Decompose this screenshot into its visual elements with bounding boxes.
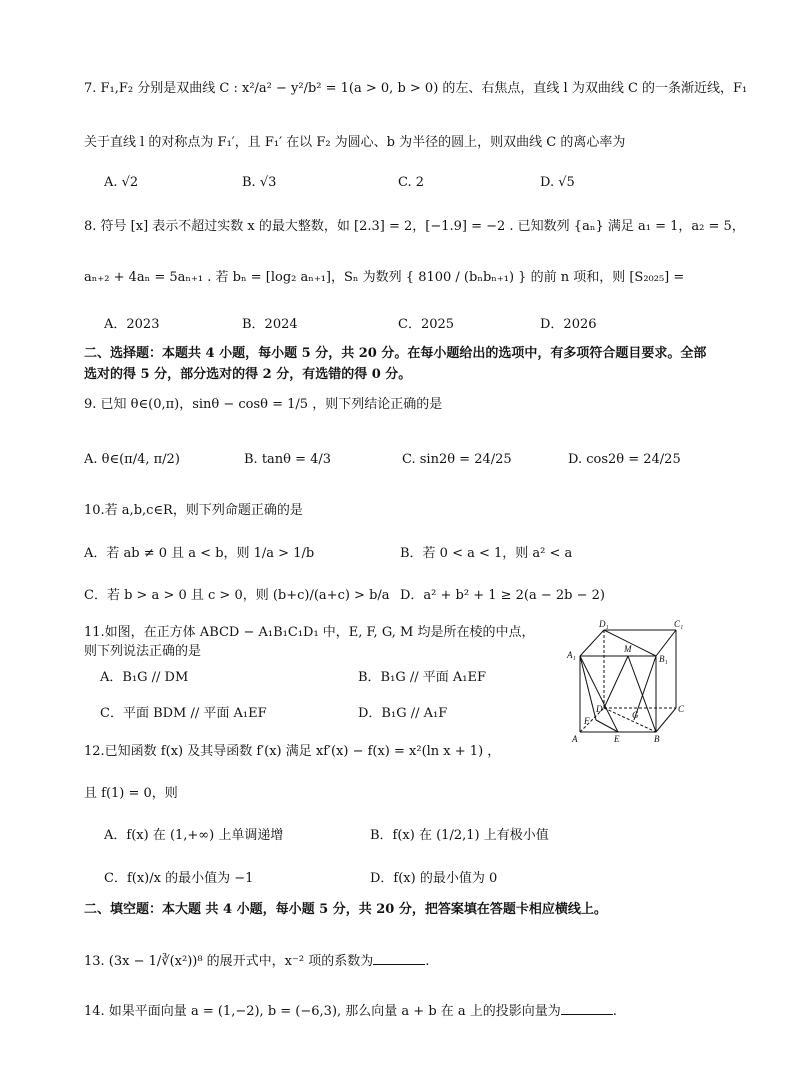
q11-option-c: C．平面 BDM // 平面 A₁EF (100, 706, 267, 721)
cube-label-a1: A₁ (567, 650, 576, 660)
q10-option-a: A．若 ab ≠ 0 且 a < b，则 1/a > 1/b (84, 546, 315, 561)
q14-text: 14. 如果平面向量 a = (1,−2), b = (−6,3), 那么向量 a + b 在 a 上的投影向量为 (84, 1004, 561, 1019)
q13-line: 13. (3x − 1/∛(x²))⁸ 的展开式中，x⁻² 项的系数为 . (84, 954, 430, 969)
q11-option-d: D．B₁G // A₁F (358, 706, 448, 721)
cube-figure (566, 618, 698, 748)
cube-label-c1: C₁ (674, 619, 684, 629)
q12-line2: 且 f(1) = 0，则 (84, 786, 178, 801)
q8-line2: aₙ₊₂ + 4aₙ = 5aₙ₊₁ . 若 bₙ = [log₂ aₙ₊₁]，Sₙ 为数列 { 8100 / (bₙbₙ₊₁) } 的前 n 项和，则 [S₂₀₂₅] = (84, 270, 685, 285)
q8-line1: 8. 符号 [x] 表示不超过实数 x 的最大整数，如 [2.3] = 2，[−1.9] = −2 . 已知数列 {aₙ} 满足 a₁ = 1，a₂ = 5， (84, 219, 745, 234)
q11-line1: 11.如图，在正方体 ABCD − A₁B₁C₁D₁ 中，E, F, G, M 均是所在棱的中点， (84, 625, 535, 640)
q14-line: 14. 如果平面向量 a = (1,−2), b = (−6,3), 那么向量 a + b 在 a 上的投影向量为 . (84, 1004, 617, 1019)
section3-heading: 二、填空题：本大题 共 4 小题，每小题 5 分，共 20 分，把答案填在答题卡相应横线上。 (84, 902, 607, 917)
q8-option-a: A．2023 (104, 317, 160, 332)
q7-line2: 关于直线 l 的对称点为 F₁′，且 F₁′ 在以 F₂ 为圆心、b 为半径的圆上，则双曲线 C 的离心率为 (84, 135, 626, 150)
q10-option-b: B．若 0 < a < 1，则 a² < a (400, 546, 573, 561)
cube-label-c: C (678, 704, 685, 714)
q11-option-b: B．B₁G // 平面 A₁EF (358, 670, 486, 685)
q7-option-a: A. √2 (104, 175, 139, 190)
section2-heading-line2: 选对的得 5 分，部分选对的得 2 分，有选错的得 0 分。 (84, 367, 412, 382)
q9-option-a: A. θ∈(π/4, π/2) (84, 452, 180, 467)
q9-option-d: D. cos2θ = 24/25 (568, 452, 681, 467)
cube-label-a: A (572, 734, 578, 744)
q12-option-a: A．f(x) 在 (1,+∞) 上单调递增 (104, 828, 284, 843)
q12-option-b: B．f(x) 在 (1/2,1) 上有极小值 (370, 828, 549, 843)
q7-option-c: C. 2 (398, 175, 425, 190)
q8-option-d: D．2026 (540, 317, 597, 332)
q7-line1: 7. F₁,F₂ 分别是双曲线 C : x²/a² − y²/b² = 1(a > 0, b > 0) 的左、右焦点，直线 l 为双曲线 C 的一条渐近线，F₁ (84, 81, 748, 96)
q13-answer-blank[interactable] (373, 952, 425, 965)
q10-option-d: D．a² + b² + 1 ≥ 2(a − 2b − 2) (400, 588, 606, 603)
q13-text: 13. (3x − 1/∛(x²))⁸ 的展开式中，x⁻² 项的系数为 (84, 954, 374, 969)
q8-option-b: B．2024 (242, 317, 298, 332)
q7-option-b: B. √3 (242, 175, 277, 190)
q9-option-b: B. tanθ = 4/3 (244, 452, 332, 467)
q8-option-c: C．2025 (398, 317, 455, 332)
cube-label-e: E (614, 734, 620, 744)
q7-option-d: D. √5 (540, 175, 575, 190)
q12-line1: 12.已知函数 f(x) 及其导函数 f′(x) 满足 xf′(x) − f(x) = x²(ln x + 1) ， (84, 744, 501, 759)
cube-label-f: F (584, 716, 590, 726)
cube-label-m: M (624, 644, 632, 654)
q14-answer-blank[interactable] (561, 1002, 613, 1015)
cube-label-b: B (654, 734, 660, 744)
section2-heading-line1: 二、选择题：本题共 4 小题，每小题 5 分，共 20 分。在每小题给出的选项中，有多项符合题目要求。全部 (84, 346, 707, 361)
q11-line2: 则下列说法正确的是 (84, 644, 202, 659)
q11-option-a: A．B₁G // DM (100, 670, 189, 685)
cube-label-g: G (632, 710, 639, 720)
q9-option-c: C. sin2θ = 24/25 (402, 452, 512, 467)
cube-label-d1: D₁ (599, 619, 609, 629)
cube-label-b1: B₁ (659, 654, 668, 664)
q12-option-d: D．f(x) 的最小值为 0 (370, 871, 498, 886)
q10-stem: 10.若 a,b,c∈R，则下列命题正确的是 (84, 503, 303, 518)
q9-stem: 9. 已知 θ∈(0,π)，sinθ − cosθ = 1/5 ，则下列结论正确的是 (84, 397, 443, 412)
cube-label-d: D (596, 704, 603, 714)
q10-option-c: C．若 b > a > 0 且 c > 0，则 (b+c)/(a+c) > b/a (84, 588, 390, 603)
q12-option-c: C．f(x)/x 的最小值为 −1 (104, 871, 254, 886)
